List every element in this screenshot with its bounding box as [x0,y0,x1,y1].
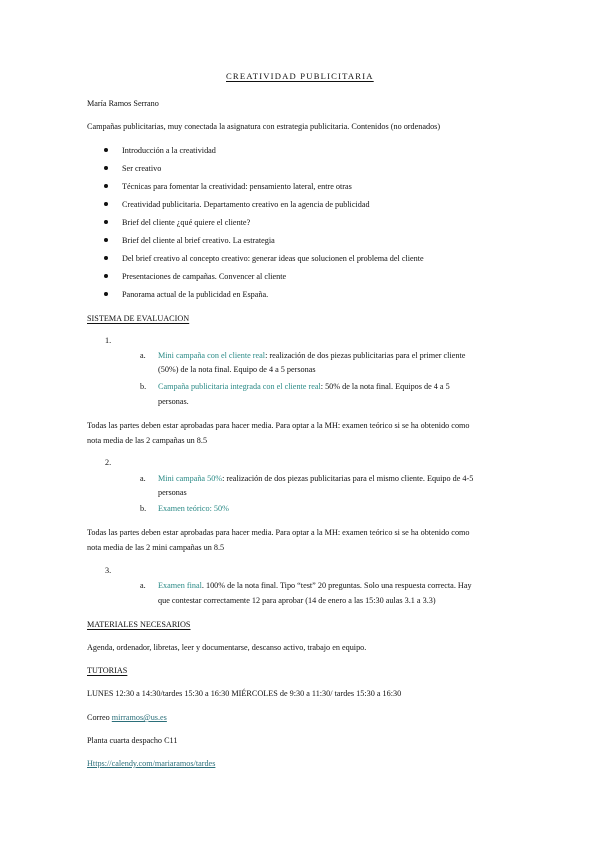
bullet-icon [104,166,108,170]
item-text: : 50% de la nota final. Equipos de 4 a 5 [320,382,450,391]
list-item: Ser creativo [122,164,162,173]
materials-text: Agenda, ordenador, libretas, leer y documentarse, descanso activo, trabajo en equipo. [87,643,367,652]
option-letter: a. [140,351,146,360]
item-title: Mini campaña con el cliente real [158,351,266,360]
item-text: personas. [158,397,189,406]
evaluation-note: Todas las partes deben estar aprobadas para hacer media. Para optar a la MH: examen teórico si se ha obtenido como [87,528,470,537]
bullet-icon [104,238,108,242]
tutorias-schedule: LUNES 12:30 a 14:30/tardes 15:30 a 16:30 MIÉRCOLES de 9:30 a 11:30/ tardes 15:30 a 16:30 [87,689,402,698]
tutorias-heading: TUTORIAS [87,666,128,675]
option-letter: a. [140,581,146,590]
bullet-icon [104,220,108,224]
email-line [87,712,167,723]
option-number: 2. [105,458,112,467]
evaluation-heading: SISTEMA DE EVALUACION [87,314,190,323]
option-letter: b. [140,382,147,391]
item-text: : realización de dos piezas publicitarias para el mismo cliente. Equipo de 4-5 [222,474,474,483]
item-title: Campaña publicitaria integrada con el cliente real [158,382,321,391]
intro-text: Campañas publicitarias, muy conectada la asignatura con estrategia publicitaria. Contenidos (no ordenados) [87,122,441,131]
office-text: Planta cuarta despacho C11 [87,736,178,745]
option-letter: a. [140,474,146,483]
bullet-icon [104,184,108,188]
bullet-icon [104,292,108,296]
item-title: Examen teórico: 50% [158,504,229,513]
item-text: personas [158,488,187,497]
list-item: Brief del cliente al brief creativo. La estrategia [122,236,275,245]
bullet-icon [104,274,108,278]
calendly-link[interactable]: Https://calendy.com/mariaramos/tardes [87,759,216,768]
item-title: Mini campaña 50% [158,474,223,483]
email-label: Correo [87,713,112,722]
list-item: Brief del cliente ¿qué quiere el cliente? [122,218,251,227]
option-item [158,580,472,591]
list-item: Panorama actual de la publicidad en España. [122,290,269,299]
option-letter: b. [140,504,147,513]
list-item: Introducción a la creatividad [122,146,216,155]
item-text: que contestar correctamente 12 para aprobar (14 de enero a las 15:30 aulas 3.1 a 3.3) [158,596,436,605]
option-item [158,350,465,361]
option-item [158,473,473,484]
materials-heading: MATERIALES NECESARIOS [87,620,191,629]
list-item: Presentaciones de campañas. Convencer al cliente [122,272,287,281]
option-item [158,381,450,392]
list-item: Creatividad publicitaria. Departamento creativo en la agencia de publicidad [122,200,370,209]
list-item: Técnicas para fomentar la creatividad: pensamiento lateral, entre otras [122,182,352,191]
evaluation-note: Todas las partes deben estar aprobadas para hacer media. Para optar a la MH: examen teórico si se ha obtenido como [87,421,470,430]
page-title: CREATIVIDAD PUBLICITARIA [226,71,374,81]
item-title: Examen final [158,581,202,590]
bullet-icon [104,202,108,206]
item-text: . 100% de la nota final. Tipo “test” 20 preguntas. Solo una respuesta correcta. Hay [201,581,472,590]
bullet-icon [104,256,108,260]
evaluation-note: nota media de las 2 campañas un 8.5 [87,436,208,445]
bullet-icon [104,148,108,152]
option-number: 1. [105,336,112,345]
item-text: (50%) de la nota final. Equipo de 4 a 5 personas [158,365,316,374]
item-text: : realización de dos piezas publicitarias para el primer cliente [265,351,466,360]
option-number: 3. [105,566,112,575]
list-item: Del brief creativo al concepto creativo: generar ideas que solucionen el problema del cliente [122,254,424,263]
author-name: María Ramos Serrano [87,99,159,108]
email-link[interactable]: mirramos@us.es [111,713,167,722]
evaluation-note: nota media de las 2 mini campañas un 8.5 [87,543,225,552]
